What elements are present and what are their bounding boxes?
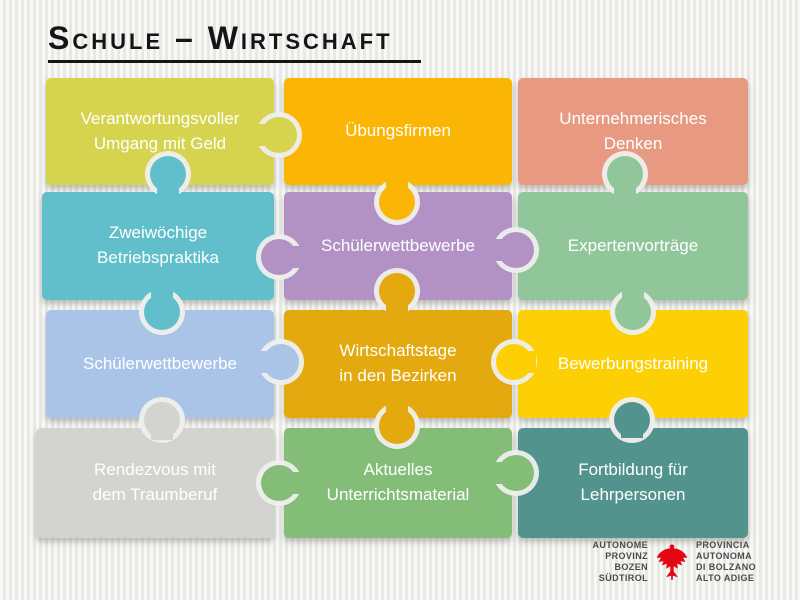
puzzle-knob-neck [622,286,644,312]
puzzle-knob-neck [386,400,408,426]
puzzle-knob-neck [386,300,408,326]
puzzle-piece-fortbildung [518,428,748,538]
logo-line: AUTONOME [592,540,648,550]
logo-line: SÜDTIROL [598,573,648,583]
puzzle-piece-uebungsfirmen [284,78,512,185]
puzzle-knob-neck [151,286,173,312]
logo-line: ALTO ADIGE [696,573,755,583]
puzzle-knob-neck [508,351,536,373]
piece-label: Wirtschaftstage in den Bezirken [339,341,457,385]
piece-label: Zweiwöchige Betriebspraktika [97,223,219,267]
piece-label: Schülerwettbewerbe [82,353,238,373]
logo-line: AUTONOMA [696,551,753,561]
puzzle-knob-neck [252,351,280,373]
piece-label: Schülerwettbewerbe [320,235,476,255]
piece-label: Rendezvous mit dem Traumberuf [92,460,218,504]
logo-line: DI BOLZANO [696,562,756,572]
province-logo [592,540,756,584]
piece-label: Aktuelles Unterrichtsmaterial [326,460,470,504]
puzzle-knob-neck [151,414,173,440]
piece-label: Verantwortungsvoller Umgang mit Geld [80,108,240,153]
piece-label: Übungsfirmen [345,121,451,141]
piece-label: Unternehmerisches Denken [559,108,707,153]
logo-line: PROVINZ [605,551,648,561]
puzzle-knob-neck [157,184,179,210]
piece-label: Fortbildung für Lehrpersonen [578,460,688,504]
logo-line: BOZEN [614,562,648,572]
logo-text-italian [696,540,756,584]
puzzle-knob-neck [621,412,643,438]
page-title: Schule – Wirtschaft [48,20,421,63]
puzzle-piece-rendezvous [36,428,274,538]
tyrol-eagle-icon [655,540,689,584]
piece-label: Expertenvorträge [567,235,699,255]
puzzle-knob-neck [490,239,518,261]
puzzle-knob-neck [250,124,278,146]
logo-text-german [592,540,648,584]
piece-label: Bewerbungstraining [557,353,709,373]
puzzle-knob-neck [614,184,636,210]
puzzle-knob-neck [276,472,304,494]
puzzle-piece-unterrichtsmaterial [284,428,512,538]
puzzle-knob-neck [386,170,408,196]
puzzle-knob-neck [276,246,304,268]
puzzle-knob-neck [490,462,518,484]
logo-line: PROVINCIA [696,540,750,550]
